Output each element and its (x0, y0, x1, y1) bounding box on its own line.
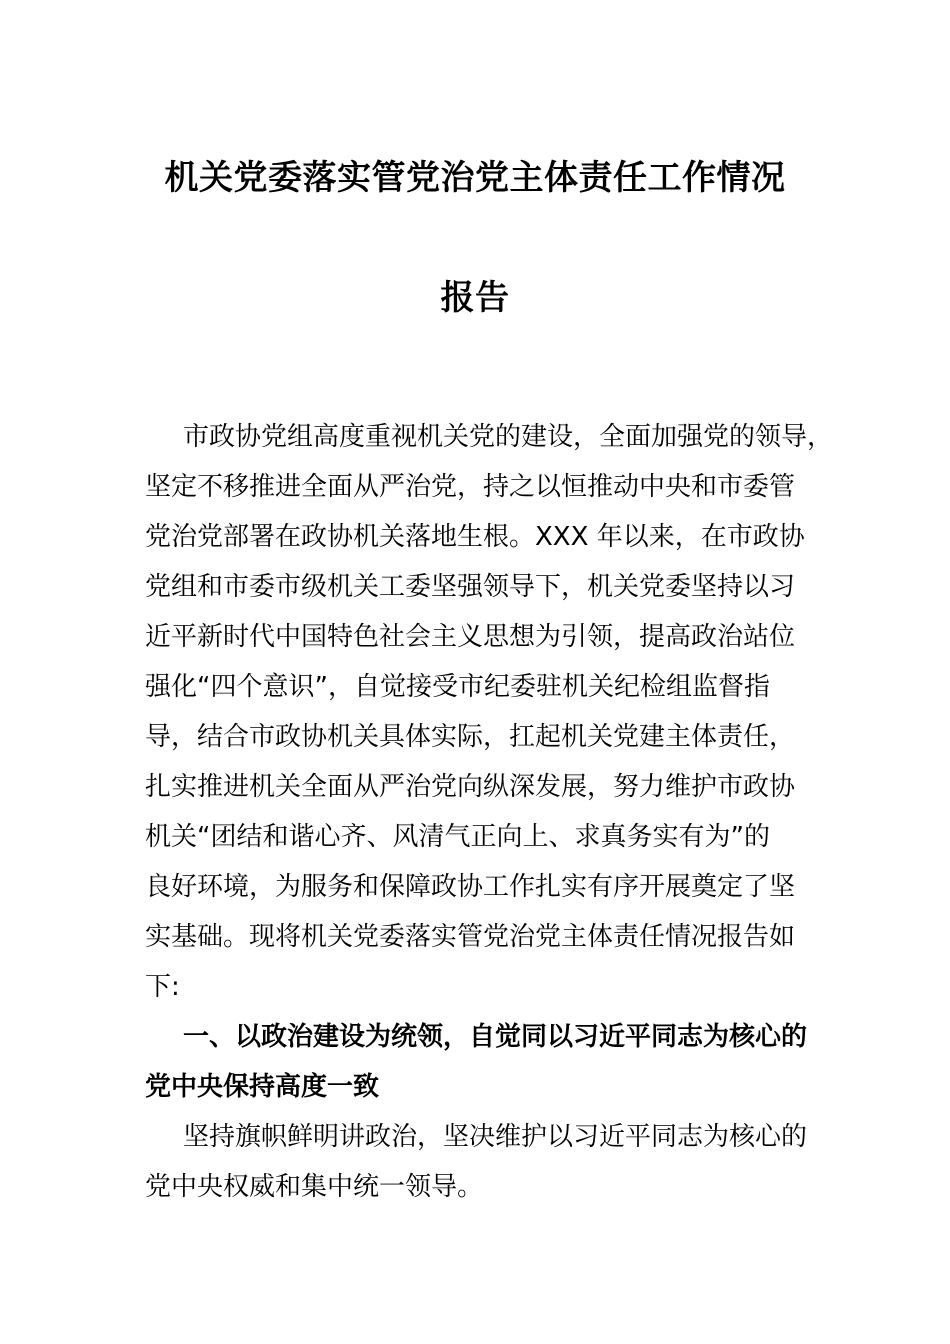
section-1-paragraph (145, 1112, 825, 1212)
document-title-line-1: 机关党委落实管党治党主体责任工作情况 (164, 158, 786, 198)
paragraph-line: 党中央权威和集中统一领导。 (145, 1172, 484, 1202)
document-title-line-2: 报告 (440, 278, 510, 318)
paragraph-line: 导，结合市政协机关具体实际，扛起机关党建主体责任， (145, 722, 796, 752)
paragraph-line: 近平新时代中国特色社会主义思想为引领，提高政治站位 (145, 622, 796, 652)
paragraph-line: 坚定不移推进全面从严治党，持之以恒推动中央和市委管 (145, 472, 796, 502)
section-1-heading (145, 1012, 825, 1112)
paragraph-line: 机关“团结和谐心齐、风清气正向上、求真务实有为”的 (145, 822, 770, 852)
paragraph-line: 扎实推进机关全面从严治党向纵深发展，努力维护市政协 (145, 772, 796, 802)
paragraph-line: 市政协党组高度重视机关党的建设，全面加强党的领导， (183, 422, 834, 452)
section-heading-line: 党中央保持高度一致 (145, 1072, 380, 1102)
paragraph-line: 党组和市委市级机关工委坚强领导下，机关党委坚持以习 (145, 572, 796, 602)
paragraph-line: 党治党部署在政协机关落地生根。XXX 年以来，在市政协 (145, 522, 805, 552)
section-heading-line: 一、以政治建设为统领，自觉同以习近平同志为核心的 (183, 1022, 808, 1052)
paragraph-line: 良好环境，为服务和保障政协工作扎实有序开展奠定了坚 (145, 872, 796, 902)
paragraph-line: 强化“四个意识”，自觉接受市纪委驻机关纪检组监督指 (145, 672, 770, 702)
paragraph-line: 下: (145, 972, 180, 1002)
intro-paragraph (145, 412, 834, 1012)
paragraph-line: 实基础。现将机关党委落实管党治党主体责任情况报告如 (145, 922, 796, 952)
paragraph-line: 坚持旗帜鲜明讲政治，坚决维护以习近平同志为核心的 (183, 1122, 808, 1152)
